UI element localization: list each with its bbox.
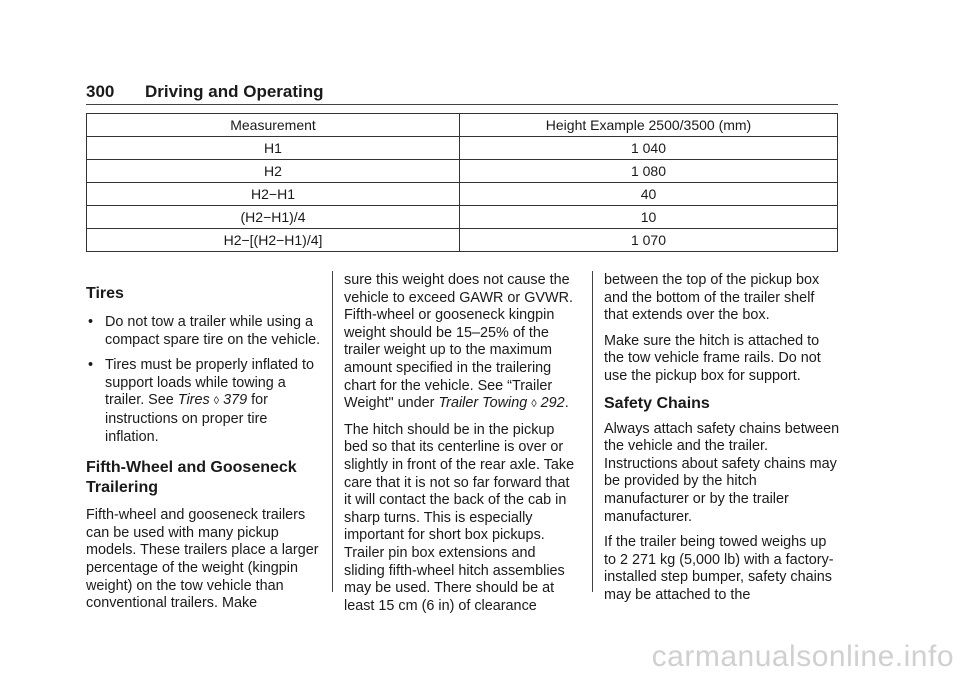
list-item [86,314,322,349]
table-header-row [87,114,838,137]
page-ref-arrow-icon: ◊ [213,395,220,408]
table-row [87,206,838,229]
table-cell: H2 [87,160,460,183]
fifth-wheel-paragraph-cont: sure this weight does not cause the vehicle to exceed GAWR or GVWR. Fifth-wheel or gooseneck kingpin weight should be 15–25% of the trailer weight up to the maximum amount specified in the trailering chart for the vehicle. See “Trailer Weight" under Trailer Towing ◊ 292. [344,272,573,412]
table-cell: (H2−H1)/4 [87,206,460,229]
table-row [87,160,838,183]
frame-rails-paragraph: Make sure the hitch is attached to the tow vehicle frame rails. Do not use the pickup box for support. [604,332,821,384]
table-cell: 1 080 [460,160,838,183]
table-cell: H2−H1 [87,183,460,206]
table-row [87,137,838,160]
table-cell: 40 [460,183,838,206]
measurement-table [86,113,838,252]
text-column-1 [86,272,322,613]
bullet-icon: • [88,357,94,374]
page-number: 300 [86,82,115,101]
section-title: Driving and Operating [145,82,324,101]
bullet-icon: • [88,314,94,330]
page-header [86,80,838,105]
table-cell: 1 070 [460,229,838,252]
table-cell: H2−[(H2−H1)/4] [87,229,460,252]
fifth-wheel-paragraph: Fifth-wheel and gooseneck trailers can be used with many pickup models. These trailers place a larger percentage of the weight (kingpin weight) on the tow vehicle than conventional trailers. Make [86,507,319,612]
page-ref-arrow-icon: ◊ [531,398,537,411]
text-column-3 [604,272,840,605]
safety-chains-heading: Safety Chains [604,394,710,412]
safety-chains-paragraph-2: If the trailer being towed weighs up to 2 271 kg (5,000 lb) with a factory-installed step bumper, safety chains may be attached to the [604,534,834,603]
table-row [87,229,838,252]
table-cell: H1 [87,137,460,160]
bullet-text: Tires must be properly inflated to support loads while towing a trailer. See [105,357,315,409]
tires-link[interactable]: Tires [177,392,210,409]
tires-heading: Tires [86,285,124,302]
page-reference[interactable]: 379 [223,392,248,409]
text-column-2 [344,272,580,615]
page-reference[interactable]: 292 [540,395,565,412]
bullet-text: for instructions on proper tire inflation. [105,392,268,445]
table-row [87,183,838,206]
bullet-text: Do not tow a trailer while using a compact spare tire on the vehicle. [105,314,321,348]
watermark: carmanualsonline.info [651,640,954,673]
column-divider [592,271,593,592]
fifth-wheel-heading: Fifth-Wheel and Gooseneck Trailering [86,459,297,497]
trailer-towing-link[interactable]: Trailer Towing [438,395,528,412]
list-item [86,357,322,446]
safety-chains-paragraph: Always attach safety chains between the vehicle and the trailer. Instructions about safety chains may be provided by the hitch manufacturer or by the trailer manufacturer. [604,420,840,525]
hitch-paragraph: The hitch should be in the pickup bed so that its centerline is over or slightly in front of the rear axle. Take care that it is not so far forward that it will contact the back of the cab in sharp turns. This is especially important for short box pickups. Trailer pin box extensions and sliding fifth-wheel hitch assemblies may be used. There should be at least 15 cm (6 in) of clearance [344,421,575,614]
table-cell: 1 040 [460,137,838,160]
table-cell: 10 [460,206,838,229]
column-divider [332,271,333,592]
column-header-measurement: Measurement [87,114,460,137]
column-header-height: Height Example 2500/3500 (mm) [460,114,838,137]
hitch-paragraph-cont: between the top of the pickup box and the bottom of the trailer shelf that extends over the box. [604,272,820,324]
